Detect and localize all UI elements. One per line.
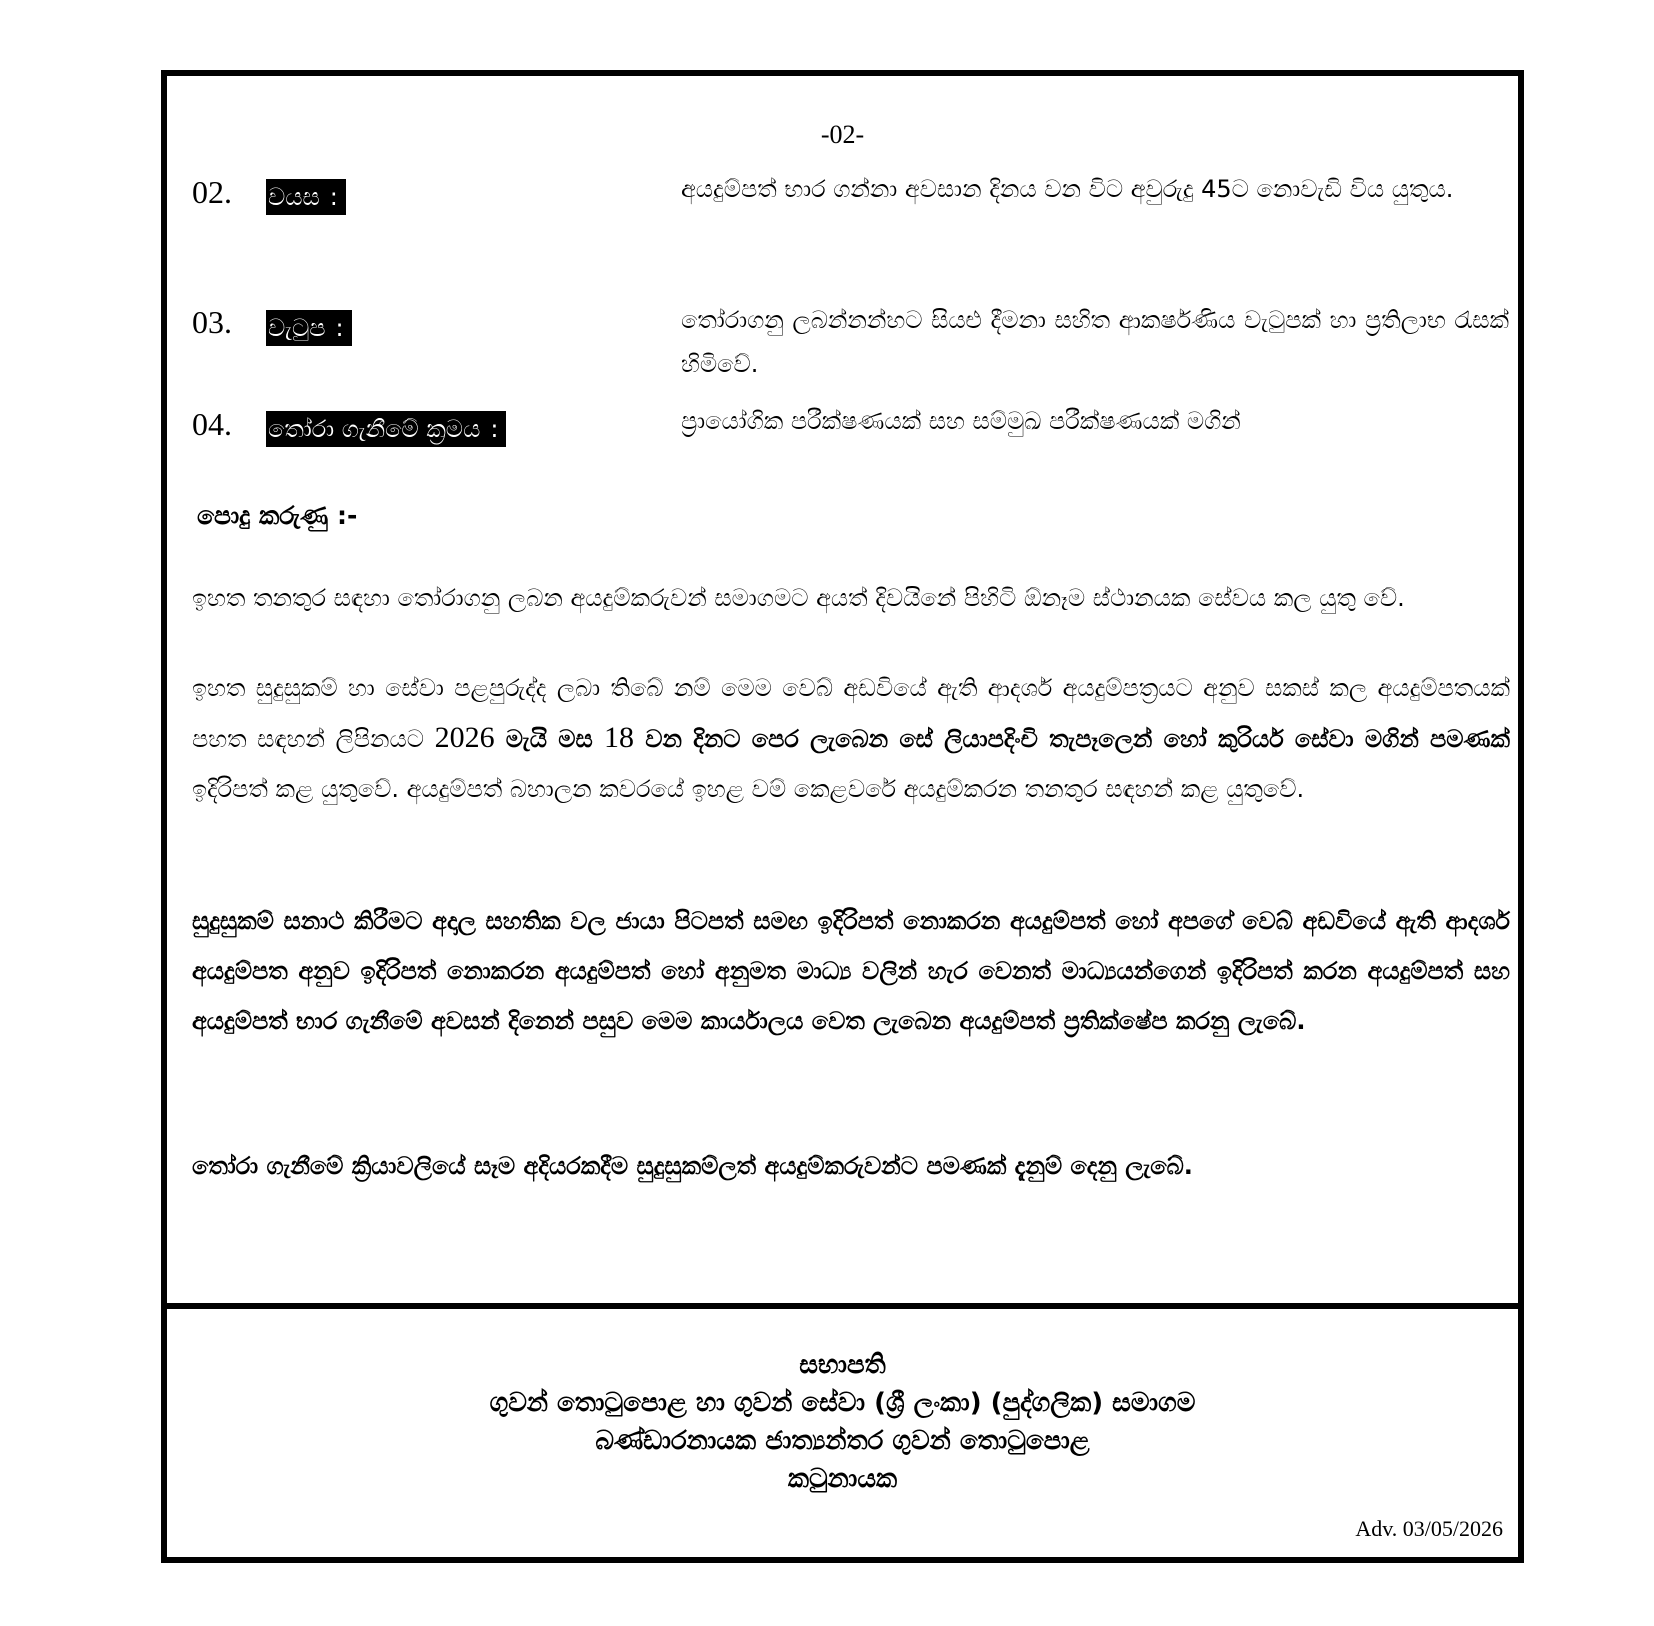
footer-title: සභාපති [799, 1350, 886, 1380]
item-label-colon: : [490, 415, 499, 443]
general-paragraph-1: ඉහත තනතුර සඳහා තෝරාගනු ලබන අයදුම්කරුවන් සමාගමට අයත් දිවයිනේ පිහිටි ඕනෑම ස්ථානයක සේවය කල යුතු වේ. [192, 584, 1405, 612]
page-number: -02- [820, 120, 865, 149]
advertisement-reference: Adv. 03/05/2026 [1355, 1516, 1503, 1541]
footer-location: කටුනායක [787, 1464, 898, 1494]
general-heading: පොදු කරුණු :- [197, 501, 358, 530]
item-label-text: වැටුප [268, 314, 326, 342]
item-number: 04. [192, 406, 232, 442]
day-value: 18 [603, 721, 634, 754]
document-frame [161, 70, 1524, 1563]
item-label-colon: : [329, 183, 338, 211]
paragraph-text: ඉදිරිපත් කළ යුතුවේ. අයදුම්පත් බහාලන කවරයේ ඉහළ වම් කෙළවරේ අයදුම්කරන තනතුර සඳහන් කළ යුතුවේ. [192, 775, 1305, 803]
item-label-age [266, 179, 346, 215]
item-value-selection-method: ප්‍රායෝගික පරීක්ෂණයක් සහ සම්මුඛ පරීක්ෂණයක් මගින් [681, 407, 1241, 435]
item-label-selection-method [266, 411, 506, 447]
footer-airport: බණ්ඩාරනායක ජාත්‍යන්තර ගුවන් තොටුපොළ [595, 1426, 1090, 1456]
paragraph-bold-text: වන දිනට පෙර ලැබෙන සේ ලියාපදිංචි තැපෑලෙන් හෝ කුරියර් සේවා මගින් පමණක් [633, 725, 1510, 753]
paragraph-bold-text: මැයි මස [494, 725, 604, 753]
footer-company: ගුවන් තොටුපොළ හා ගුවන් සේවා (ශ්‍රී ලංකා) (පුද්ගලික) සමාගම [489, 1388, 1196, 1418]
item-label-colon: : [335, 314, 344, 342]
general-paragraph-4: තෝරා ගැනීමේ ක්‍රියාවලියේ සෑම අදියරකදීම සුදුසුකම්ලත් අයදුම්කරුවන්ට පමණක් දැනුම් දෙනු ලැබේ. [192, 1152, 1193, 1180]
item-number: 02. [192, 174, 232, 210]
general-paragraph-3: සුදුසුකම් සනාථ කිරීමට අදාල සහතික වල ජායා පිටපත් සමඟ ඉදිරිපත් නොකරන අයදුම්පත් හෝ අපගේ වෙබ් අඩවියේ ඇති ආදර්ශ අයදුම්පත අනුව ඉදිරිපත් නොකරන අයදුම්පත් හෝ අනුමත මාධ්‍ය වලින් හැර වෙනත් මාධ්‍යයන්ගෙන් ඉදිරිපත් කරන අයදුම්පත් සහ අයදුම්පත් භාර ගැනීමේ අවසන් දිනෙන් පසුව මෙම කාර්යාලය වෙත ලැබෙන අයදුම්පත් ප්‍රතික්ෂේප කරනු ලැබේ. [192, 907, 1510, 1035]
year-value: 2026 [434, 721, 495, 754]
item-label-text: තෝරා ගැනීමේ ක්‍රමය [268, 415, 481, 443]
footer-divider [167, 1303, 1518, 1309]
item-value-age: අයදුම්පත් භාර ගන්නා අවසාන දිනය වන විට අවුරුදු 45ට නොවැඩි විය යුතුය. [681, 175, 1454, 203]
item-label-text: වයස [268, 183, 320, 211]
item-label-salary [266, 310, 352, 346]
footer-signature-block [167, 1346, 1518, 1498]
item-number: 03. [192, 304, 232, 340]
paragraph-text: ඉහත සුදුසුකම් හා සේවා පළපුරුද්ද ලබා තිබේ නම් මෙම වෙබ් අඩවියේ ඇති ආදර්ශ අයදුම්පත්‍රයට අනුව සකස් කල අයදුම්පතයක් පහත සඳහන් ලිපිනයට [192, 674, 1510, 753]
item-value-salary: තෝරාගනු ලබන්නන්හට සියළු දීමනා සහිත ආකර්ෂණිය වැටුපක් හා ප්‍රතිලාභ රැසක් හිමිවේ. [681, 306, 1509, 378]
general-paragraph-2 [192, 663, 1510, 814]
